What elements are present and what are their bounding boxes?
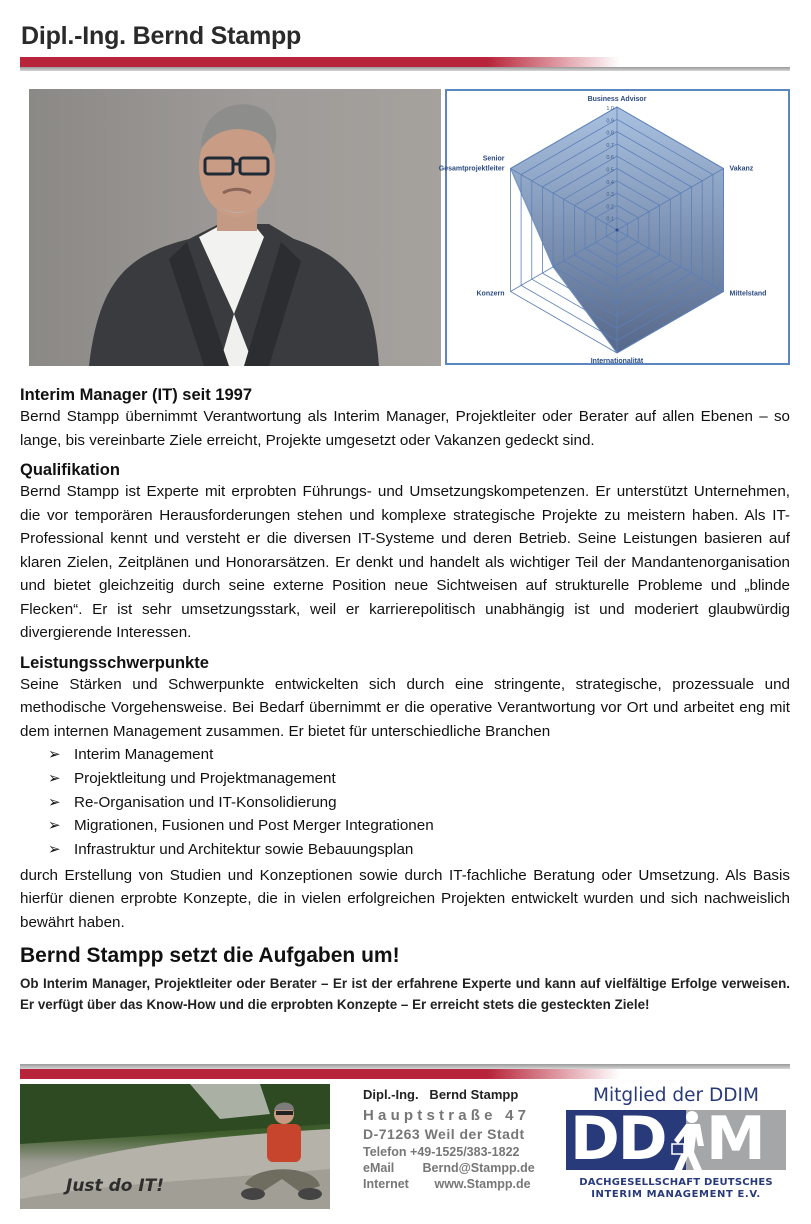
ddim-logo-m: M (706, 1104, 766, 1174)
section-intro: Seine Stärken und Schwerpunkte entwickelten sich durch eine stringente, strategische, prozessuale und methodische Vorgehensweise. Bei Bedarf übernimmt er die operative Verantwortung vor Ort und arbeitet eng mit dem internen Management zusammen. Er bietet für unterschiedliche Branchen (20, 675, 790, 740)
phone-label: Telefon (363, 1145, 407, 1159)
radar-axis-label: Vakanz (729, 165, 754, 173)
radar-chart (438, 89, 790, 365)
radar-axis-label: Mittelstand (729, 290, 767, 298)
arrow-bullet-icon: ➢ (48, 769, 61, 787)
contact-web-row (363, 1177, 543, 1191)
footer-divider (20, 1064, 790, 1080)
portrait-photo (29, 89, 441, 366)
phone-number[interactable]: +49-1525/383-1822 (410, 1145, 520, 1159)
section-interim-manager (20, 386, 790, 452)
radar-axis-label: Gesamtprojektleiter (438, 165, 505, 173)
page-title: Dipl.-Ing. Bernd Stampp (21, 22, 302, 50)
section-outro: durch Erstellung von Studien und Konzeptionen sowie durch IT-fachliche Beratung oder Umsetzung. Als Basis hierfür dienen erprobte Konzepte, die in vielen erfolgreichen Projekten entwickelt wurden und sich nachweislich bewährt haben. (20, 866, 790, 931)
web-label: Internet (363, 1177, 409, 1191)
service-list (20, 743, 790, 862)
portrait-illustration (29, 89, 441, 366)
list-item: ➢ Re-Organisation und IT-Konsolidierung (48, 791, 790, 815)
org-name-line1: DACHGESELLSCHAFT DEUTSCHES (579, 1177, 773, 1188)
radar-grid (511, 107, 724, 353)
radar-tick-label: 0.8 (606, 130, 614, 137)
radar-tick-label: 0.4 (606, 179, 614, 186)
contact-city: D-71263 Weil der Stadt (363, 1126, 525, 1142)
header-divider (20, 57, 790, 73)
radar-tick-label: 0.7 (606, 142, 614, 149)
arrow-bullet-icon: ➢ (48, 841, 61, 859)
section-paragraph: Bernd Stampp ist Experte mit erprobten Führungs- und Umsetzungskompetenzen. Er unterstützt Unternehmen, die vor temporären Herausforderungen stehen und komplexe strategische Projekte zu meistern haben. Als IT-Professional kennt und versteht er die diversen IT-Systeme und deren Betrieb. Seine Leistungen basieren auf klaren Zielen, Zeitplänen und Honorarsätzen. Er denkt und handelt als wichtiger Teil der Mandantenorganisation und bietet gleichzeitig durch seine externe Position neue Sichtweisen auf strukturelle Probleme und „blinde Flecken“. Er ist sehr umsetzungsstark, weil er karrierepolitisch unabhängig ist und moderiert glaubwürdig divergierende Interessen. (20, 483, 790, 641)
radar-tick-label: 0.5 (606, 167, 614, 174)
radar-axis-label: Senior (482, 155, 505, 163)
web-link[interactable]: www.Stampp.de (434, 1177, 531, 1191)
radar-tick-label: 0.9 (606, 118, 614, 125)
main-content (20, 386, 790, 1015)
email-label: eMail (363, 1161, 395, 1175)
section-heading: Qualifikation (20, 461, 120, 479)
radar-tick-label: 0.6 (606, 155, 614, 162)
section-heading: Interim Manager (IT) seit 1997 (20, 386, 252, 404)
photo-caption: Just do IT! (66, 1176, 165, 1196)
section-heading: Leistungsschwerpunkte (20, 653, 209, 672)
claim-heading: Bernd Stampp setzt die Aufgaben um! (20, 944, 400, 968)
divider-red-bar (20, 1069, 620, 1079)
radar-chart-svg (438, 91, 788, 365)
membership-title: Mitglied der DDIM (593, 1085, 759, 1106)
ddim-logo-mark (566, 1104, 786, 1174)
section-paragraph: Bernd Stampp übernimmt Verantwortung als Interim Manager, Projektleiter oder Berater auf allen Ebenen – so lange, bis vereinbarte Ziele erreicht, Projekte umgesetzt oder Vakanzen gedeckt sind. (20, 408, 790, 449)
org-name-line2: INTERIM MANAGEMENT E.V. (591, 1189, 761, 1200)
list-item: ➢ Interim Management (48, 743, 790, 767)
contact-name: Dipl.-Ing. Bernd Stampp (363, 1087, 519, 1102)
walking-man-icon (670, 1110, 710, 1170)
footer-photo (20, 1084, 330, 1209)
arrow-bullet-icon: ➢ (48, 793, 61, 811)
list-item: ➢ Migrationen, Fusionen und Post Merger Integrationen (48, 814, 790, 838)
contact-street: Hauptstraße 47 (363, 1107, 531, 1124)
section-leistungsschwerpunkte (20, 654, 790, 935)
radar-tick-label: 1.0 (606, 106, 614, 112)
list-item: ➢ Projektleitung und Projektmanagement (48, 767, 790, 791)
radar-axis-label: Konzern (476, 290, 505, 298)
email-link[interactable]: Bernd@Stampp.de (422, 1161, 535, 1175)
contact-phone-row (363, 1145, 543, 1159)
ddim-logo-dd: DD (570, 1104, 666, 1174)
contact-block (363, 1087, 543, 1191)
radar-tick-label: 0.1 (606, 216, 614, 223)
ddim-membership-logo (566, 1085, 786, 1210)
radar-axis-label: Business Advisor (587, 96, 647, 103)
list-item: ➢ Infrastruktur und Architektur sowie Bebauungsplan (48, 838, 790, 862)
contact-email-row (363, 1161, 543, 1175)
claim-section (20, 944, 790, 1015)
radar-axis-label: Internationalität (590, 358, 644, 365)
arrow-bullet-icon: ➢ (48, 746, 61, 763)
radar-tick-label: 0.2 (606, 204, 614, 211)
claim-text: Ob Interim Manager, Projektleiter oder Berater – Er ist der erfahrene Experte und kann auf vielfältige Erfolge verweisen. Er verfügt über das Know-How und die erprobten Konzepte – Er erreicht stets die gesteckten Ziele! (20, 976, 790, 1013)
radar-tick-label: 0.3 (606, 192, 614, 199)
section-qualifikation (20, 461, 790, 645)
divider-red-bar (20, 57, 620, 67)
arrow-bullet-icon: ➢ (48, 817, 61, 835)
divider-grey-bar (20, 67, 790, 71)
radar-center-dot (616, 229, 619, 232)
